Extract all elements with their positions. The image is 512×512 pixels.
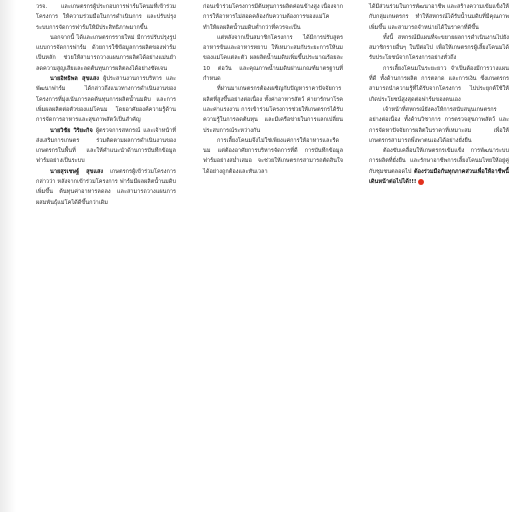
article-column-middle	[203, 2, 343, 177]
paragraph	[36, 74, 176, 125]
paragraph: ก่อนเข้าร่วมโครงการมีต้นทุนการผลิตค่อนข้างสูง เนื่องจากการให้อาหารไม่สอดคล้องกับความต้องการของแม่โค ทำให้ผลผลิตน้ำนมดิบต่ำกว่าที่ควรจะเป็น	[203, 4, 343, 31]
closing-paragraph	[369, 146, 509, 187]
closing-text: ต้องขับเคลื่อนให้เกษตรกรเข้มแข็ง การพัฒนาระบบการผลิตที่ยั่งยืน และรักษาอาชีพการเลี้ยงโคนมไทยให้อยู่คู่กับชุมชนตลอดไป	[369, 148, 509, 175]
paragraph-text: ผู้ประสานงานการบริหาร และพัฒนาฟาร์ม ได้กล่าวถึงแนวทางการดำเนินงานของโครงการที่มุ่งเน้นการลดต้นทุนการผลิตน้ำนมดิบ และการเพิ่มผลผลิตต่อตัวของแม่โคนม โดยอาศัยองค์ความรู้ด้านการจัดการอาหารและสุขภาพสัตว์เป็นสำคัญ	[36, 76, 176, 124]
paragraph-text: ผู้ตรวจการสหกรณ์ และเจ้าหน้าที่ส่งเสริมการเกษตร ร่วมติดตามผลการดำเนินงานของเกษตรกรในพื้นที่ และให้คำแนะนำด้านการบันทึกข้อมูลฟาร์มอย่างเป็นระบบ	[36, 127, 177, 165]
closing-highlight: ต้องร่วมมือกันทุกภาคส่วนเพื่อให้อาชีพนี้เดินหน้าต่อไปได้!!!	[369, 168, 509, 186]
paragraph: การเลี้ยงโคนมจึงไม่ใช่เพียงแค่การให้อาหารและรีดนม แต่ต้องอาศัยการบริหารจัดการที่ดี การบันทึกข้อมูลฟาร์มอย่างสม่ำเสมอ จะช่วยให้เกษตรกรสามารถตัดสินใจได้อย่างถูกต้องและทันเวลา	[203, 137, 343, 175]
paragraph: นอกจากนี้ ได้และเกษตรกรรายใหม่ มีการปรับปรุงรูปแบบการจัดการฟาร์ม ด้วยการใช้ข้อมูลการผลิตของฟาร์มเป็นหลัก ช่วยให้สามารถวางแผนการผลิตได้อย่างแม่นยำ ลดความสูญเสียและลดต้นทุนการผลิตลงได้อย่างชัดเจน	[36, 34, 176, 72]
paragraph	[36, 126, 176, 167]
paragraph: วรจ. และเกษตรกรผู้ประกอบการฟาร์มโคนมที่เข้าร่วมโครงการ ให้ความร่วมมือในการดำเนินการ และปรับปรุงระบบการจัดการฟาร์มให้มีประสิทธิภาพมากขึ้น	[36, 4, 176, 31]
paragraph-text: เกษตรกรผู้เข้าร่วมโครงการ กล่าวว่า หลังจากเข้าร่วมโครงการ ฟาร์มมีผลผลิตน้ำนมดิบเพิ่มขึ้น ต้นทุนค่าอาหารลดลง และสามารถวางแผนการผสมพันธุ์แม่โคได้ดีขึ้นกว่าเดิม	[36, 168, 176, 206]
article-column-right	[369, 2, 509, 187]
end-mark-icon	[418, 179, 424, 185]
paragraph: ได้มีส่วนร่วมในการพัฒนาอาชีพ และสร้างความเข้มแข็งให้กับกลุ่มเกษตรกร ทำให้สหกรณ์ได้รับน้ำนมดิบที่มีคุณภาพเพิ่มขึ้น และสามารถจำหน่ายได้ในราคาที่ดีขึ้น	[369, 4, 509, 31]
article-column-left	[36, 2, 176, 208]
paragraph	[36, 167, 176, 208]
speaker-name: นายสุรเชษฐ์ สุขแสง	[50, 168, 104, 175]
paragraph: ที่ผ่านมาเกษตรกรต้องเผชิญกับปัญหาราคาปัจจัยการผลิตที่สูงขึ้นอย่างต่อเนื่อง ทั้งค่าอาหารสัตว์ ค่ายารักษาโรค และค่าแรงงาน การเข้าร่วมโครงการช่วยให้เกษตรกรได้รับความรู้ในการลดต้นทุน และมีเครือข่ายในการแลกเปลี่ยนประสบการณ์ระหว่างกัน	[203, 86, 343, 134]
speaker-name: นายอิทธิพล สุขแสง	[50, 76, 100, 83]
paragraph: ทั้งนี้ สหกรณ์มีแผนที่จะขยายผลการดำเนินงานไปยังสมาชิกรายอื่นๆ ในปีต่อไป เพื่อให้เกษตรกรผู้เลี้ยงโคนมได้รับประโยชน์จากโครงการอย่างทั่วถึง	[369, 34, 509, 62]
paragraph: เจ้าหน้าที่สหกรณ์ยังคงให้การสนับสนุนเกษตรกรอย่างต่อเนื่อง ทั้งด้านวิชาการ การตรวจสุขภาพสัตว์ และการจัดหาปัจจัยการผลิตในราคาที่เหมาะสม เพื่อให้เกษตรกรสามารถพึ่งพาตนเองได้อย่างยั่งยืน	[369, 106, 509, 144]
paragraph: การเลี้ยงโคนมในระยะยาว จำเป็นต้องมีการวางแผนที่ดี ทั้งด้านการผลิต การตลาด และการเงิน ซึ่งเกษตรกรสามารถนำความรู้ที่ได้รับจากโครงการ ไปประยุกต์ใช้ให้เกิดประโยชน์สูงสุดต่อฟาร์มของตนเอง	[369, 65, 509, 103]
page-gutter-shadow	[0, 0, 16, 512]
paragraph: แต่หลังจากเป็นสมาชิกโครงการ ได้มีการปรับสูตรอาหารข้นและอาหารหยาบ ให้เหมาะสมกับระยะการให้นมของแม่โคแต่ละตัว ผลผลิตน้ำนมดิบเพิ่มขึ้นประมาณร้อยละ 10 ต่อวัน และคุณภาพน้ำนมดิบผ่านเกณฑ์มาตรฐานที่กำหนด	[203, 34, 343, 83]
speaker-name: นายวิชัย วิริยะกิจ	[50, 127, 93, 134]
